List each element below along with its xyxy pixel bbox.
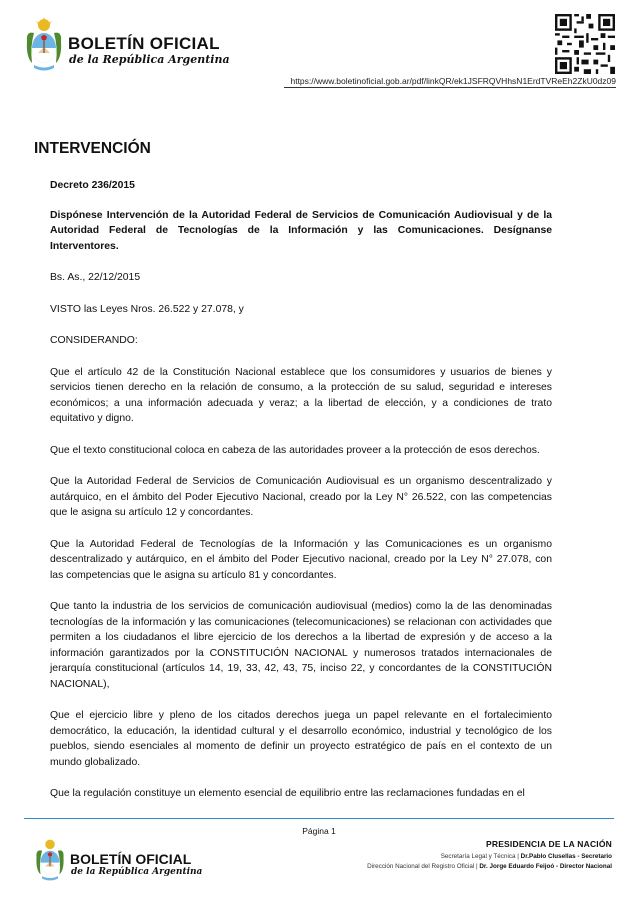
- decree-number: Decreto 236/2015: [50, 180, 135, 191]
- secretaria-line: [330, 853, 612, 860]
- paragraph: Que la Autoridad Federal de Servicios de Comunicación Audiovisual es un organismo descentralizado y autárquico, en el ámbito del Poder Ejecutivo Nacional, creado por la Ley N° 26.522, con las competencias que le asigna su artículo 12 y concordantes.: [50, 476, 552, 518]
- paragraph: Que la Autoridad Federal de Tecnologías de la Información y las Comunicaciones es un organismo descentralizado y autárquico, en el ámbito del Poder Ejecutivo nacional, creado por la Ley N° 27.078, con las competencias que le asigna su artículo 81 y concordantes.: [50, 538, 552, 581]
- footer-brand-title: BOLETÍN OFICIAL: [70, 851, 192, 867]
- paragraph: Que la regulación constituye un elemento esencial de equilibrio entre las reclamaciones fundadas en el: [50, 788, 525, 799]
- paragraph: Que el ejercicio libre y pleno de los citados derechos juega un papel relevante en el fortalecimiento democrático, la educación, la identidad cultural y el desarrollo económico, industrial y tecnológico de los pueblos, siendo esenciales al momento de definir un proyecto estratégico de país en el contexto de un mundo globalizado.: [50, 710, 552, 768]
- brand-title: BOLETÍN OFICIAL: [68, 34, 220, 53]
- place-date: Bs. As., 22/12/2015: [50, 272, 141, 283]
- page-number: Página 1: [302, 826, 336, 836]
- secretario-name: Dr.Pablo Clusellas - Secretario: [520, 853, 612, 860]
- director-name: Dr. Jorge Eduardo Feijoó - Director Nacional: [479, 863, 612, 870]
- footer-divider: [24, 818, 614, 819]
- decree-summary: Dispónese Intervención de la Autoridad Federal de Servicios de Comunicación Audiovisual y de la Autoridad Federal de Tecnologías de la Información y las Comunicaciones. Desígnanse Interventores.: [50, 209, 552, 252]
- paragraph: Que tanto la industria de los servicios de comunicación audiovisual (medios) como la de las denominadas tecnologías de la información y las comunicaciones (telecomunicaciones) se relacionan con actividades que permiten a los ciudadanos el libre ejercicio de los derechos a la libertad de expresión y de acceso a la información garantizados por la CONSTITUCIÓN NACIONAL y numerosos tratados internacionales de jerarquía constitucional (artículos 14, 19, 33, 42, 43, 75, inciso 22, y concordantes de la CONSTITUCIÓN NACIONAL),: [50, 601, 552, 690]
- qr-code-icon[interactable]: [555, 14, 615, 74]
- direccion-line: [330, 863, 612, 870]
- document-url[interactable]: https://www.boletinoficial.gob.ar/pdf/linkQR/ek1JSFRQVHhsN1ErdTVReEh2ZkU0dz09: [290, 76, 616, 86]
- argentina-coat-of-arms-icon: [34, 838, 66, 884]
- secretaria-label: Secretaría Legal y Técnica |: [440, 853, 521, 860]
- presidency-block: [330, 839, 612, 870]
- visto-paragraph: VISTO las Leyes Nros. 26.522 y 27.078, y: [50, 303, 244, 315]
- document-body: [50, 178, 552, 818]
- argentina-coat-of-arms-icon: [24, 17, 64, 75]
- header-divider: [284, 87, 616, 88]
- considerando-heading: CONSIDERANDO:: [50, 335, 138, 346]
- paragraph: Que el texto constitucional coloca en cabeza de las autoridades proveer a la protección de esos derechos.: [50, 444, 540, 456]
- paragraph: Que el artículo 42 de la Constitución Nacional establece que los consumidores y usuarios de bienes y servicios tienen derecho en la relación de consumo, a la protección de su salud, seguridad e intereses económicos; a una información adecuada y veraz; a la libertad de elección, y a condiciones de trato equitativo y digno.: [50, 366, 552, 424]
- direccion-label: Dirección Nacional del Registro Oficial |: [367, 863, 480, 870]
- footer-brand-subtitle: de la República Argentina: [71, 867, 203, 877]
- presidency-title: PRESIDENCIA DE LA NACIÓN: [485, 839, 612, 849]
- section-title: INTERVENCIÓN: [34, 140, 151, 157]
- brand-subtitle: de la República Argentina: [69, 53, 230, 66]
